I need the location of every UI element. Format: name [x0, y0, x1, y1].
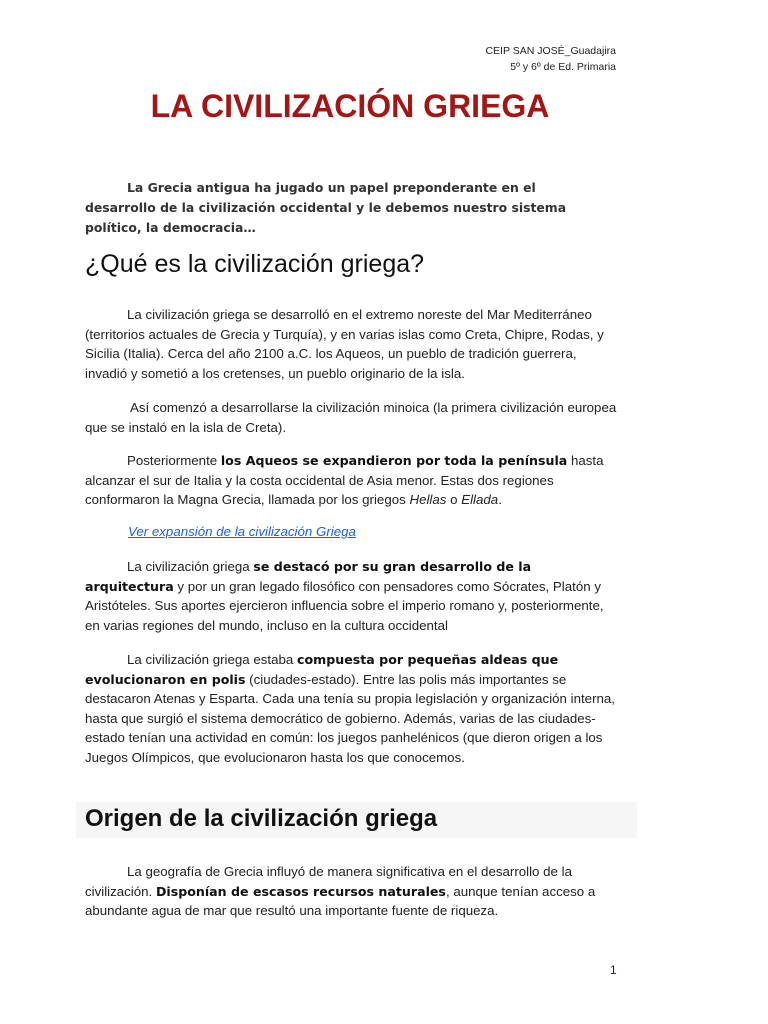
paragraph-3-mid: hasta alcanzar el sur de Italia y la costa occidental de Asia menor. Estas dos regiones conformaron la Magna Grecia, llamada por los griegos — [85, 453, 604, 508]
paragraph-5 — [85, 650, 620, 768]
paragraph-6-pre: La geografía de Grecia influyó de manera significativa en el desarrollo de la civilización. — [85, 864, 572, 899]
expansion-link[interactable]: Ver expansión de la civilización Griega — [128, 524, 356, 539]
paragraph-3-ellada: Ellada — [461, 492, 499, 508]
paragraph-4-pre: La civilización griega — [127, 559, 254, 574]
page-title: LA CIVILIZACIÓN GRIEGA — [150, 88, 550, 124]
section-heading-que-es: ¿Qué es la civilización griega? — [85, 250, 425, 278]
paragraph-3-hellas: Hellas — [409, 492, 447, 508]
paragraph-3 — [85, 451, 620, 510]
paragraph-3-conj: o — [446, 492, 462, 508]
paragraph-3-end: . — [498, 492, 502, 508]
paragraph-5-bold: compuesta por pequeñas aldeas que evolucionaron en polis — [85, 652, 559, 687]
intro-text: La Grecia antigua ha jugado un papel preponderante en el desarrollo de la civilización occidental y le debemos nuestro sistema político, la democracia… — [85, 180, 567, 235]
paragraph-6-bold: Disponían de escasos recursos naturales — [155, 883, 446, 899]
paragraph-6 — [85, 862, 620, 921]
section-heading-origen: Origen de la civilización griega — [85, 805, 438, 832]
school-name: CEIP SAN JOSÉ_Guadajira — [485, 45, 616, 57]
paragraph-4-rest: y por un gran legado filosófico con pensadores como Sócrates, Platón y Aristóteles. Sus aportes ejercieron influencia sobre el imperio romano y, posteriormente, en varias regiones del mundo, incluso en la cultura occidental — [85, 578, 604, 633]
school-header — [485, 43, 616, 75]
paragraph-5-pre: La civilización griega estaba — [127, 652, 298, 667]
paragraph-4 — [85, 557, 620, 635]
paragraph-5-rest: (ciudades-estado). Entre las polis más importantes se destacaron Atenas y Esparta. Cada una tenía su propia legislación y organización interna, hasta que surgió el sistema democrático de gobierno. Además, varias de las ciudades-estado tenían una actividad en común: los juegos panhelénicos (que dieron origen a los Juegos Olímpicos, que evolucionaron hasta los que conocemos. — [85, 671, 615, 765]
grade-level: 5º y 6º de Ed. Primaria — [510, 61, 616, 73]
paragraph-1-text: La civilización griega se desarrolló en el extremo noreste del Mar Mediterráneo (territorios actuales de Grecia y Turquía), y en varias islas como Creta, Chipre, Rodas, y Sicilia (Italia). Cerca del año 2100 a.C. los Aqueos, un pueblo de tradición guerrera, invadió y sometió a los cretenses, un pueblo originario de la isla. — [85, 307, 604, 381]
intro-paragraph — [85, 178, 585, 238]
paragraph-3-bold: los Aqueos se expandieron por toda la península — [220, 453, 568, 468]
paragraph-6-rest: , aunque tenían acceso a abundante agua de mar que resultó una importante fuente de riqueza. — [85, 883, 596, 919]
paragraph-2 — [85, 398, 620, 437]
page-number: 1 — [610, 963, 617, 977]
section-heading-origen-box — [76, 802, 637, 838]
paragraph-1 — [85, 305, 620, 383]
paragraph-3-pre: Posteriormente — [127, 453, 221, 468]
paragraph-2-text: Así comenzó a desarrollarse la civilización minoica (la primera civilización europea que se instaló en la isla de Creta). — [85, 400, 617, 435]
paragraph-4-bold: se destacó por su gran desarrollo de la arquitectura — [85, 559, 532, 594]
